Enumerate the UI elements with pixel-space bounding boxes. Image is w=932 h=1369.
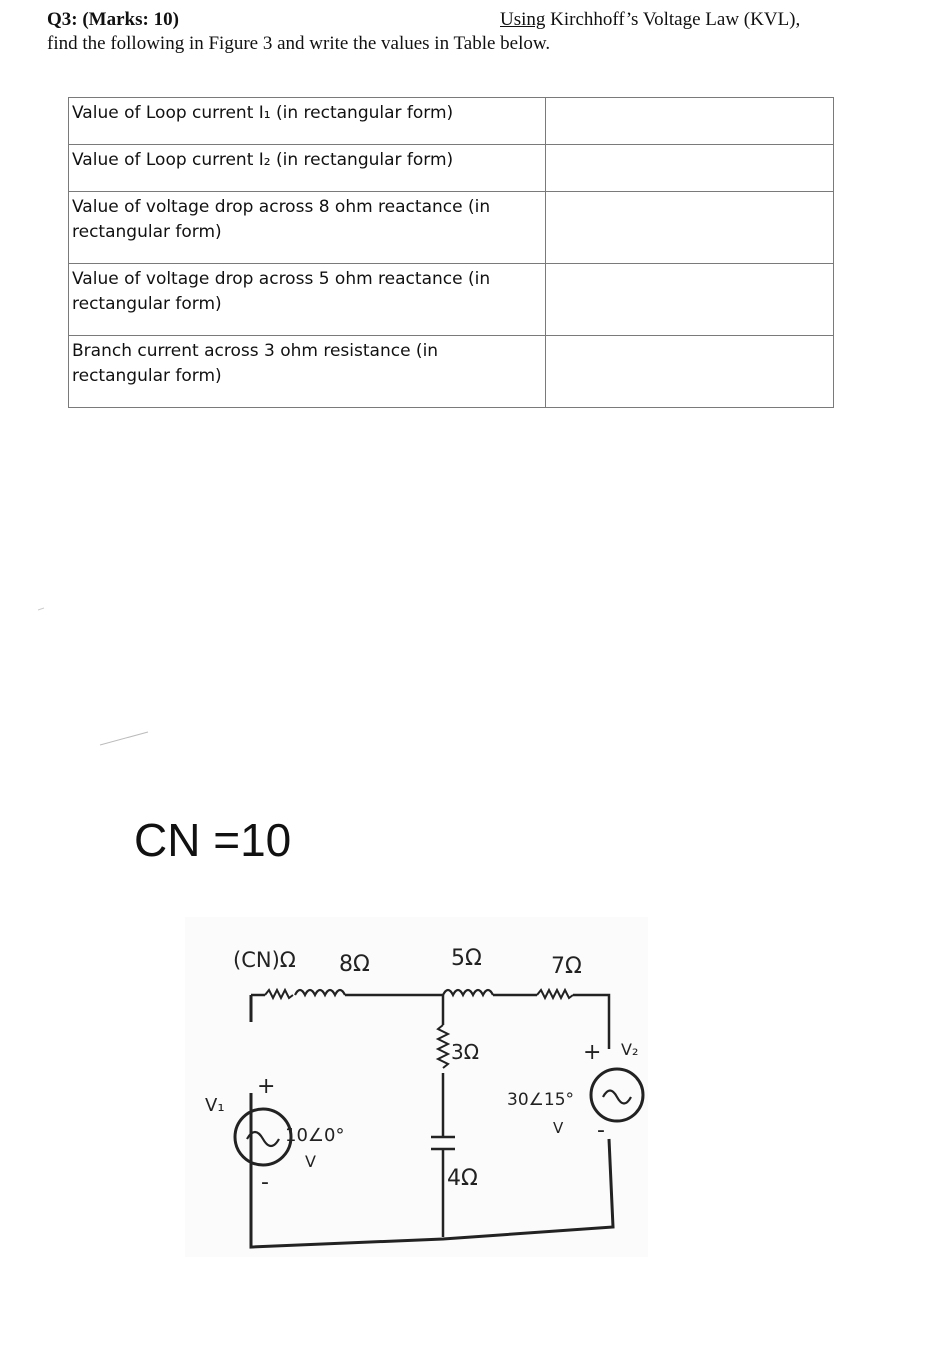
label-v1-value: 10∠0° — [285, 1125, 345, 1146]
label-v1-plus: + — [257, 1074, 276, 1099]
question-number: Q3: (Marks: 10) — [47, 9, 179, 30]
label-cn-resistor: (CN)Ω — [233, 948, 296, 972]
label-v1-unit: V — [305, 1152, 316, 1171]
label-4-ohm: 4Ω — [447, 1166, 478, 1191]
label-8-ohm: 8Ω — [339, 952, 370, 977]
label-v2-unit: V — [553, 1119, 564, 1137]
label-v1-name: V₁ — [205, 1095, 225, 1116]
row-label — [69, 98, 546, 145]
row-label-text: rectangular form) — [72, 366, 222, 386]
question-heading — [47, 9, 179, 31]
using-word: Using — [500, 9, 546, 30]
label-v1-minus: - — [261, 1170, 269, 1195]
resistor-cn — [265, 990, 293, 998]
row-label-text: Value of voltage drop across 5 ohm reactance (in — [72, 269, 491, 289]
inductor-5 — [443, 990, 493, 995]
answer-cell[interactable] — [546, 336, 834, 408]
circuit-figure — [185, 917, 648, 1257]
row-label-text: Value of Loop current I₂ (in rectangular form) — [72, 150, 454, 170]
table-row — [69, 336, 834, 408]
resistor-3 — [438, 1025, 448, 1068]
instruction-line: find the following in Figure 3 and write the values in Table below. — [47, 33, 551, 54]
answer-table — [68, 97, 834, 408]
answer-cell[interactable] — [546, 145, 834, 192]
kvl-instruction — [500, 9, 800, 31]
table-row — [69, 98, 834, 145]
label-5-ohm: 5Ω — [451, 946, 482, 971]
table-row — [69, 192, 834, 264]
inductor-8 — [295, 990, 345, 995]
row-label-text: Value of voltage drop across 8 ohm reactance (in — [72, 197, 491, 217]
row-label-text: Value of Loop current I₁ (in rectangular form) — [72, 103, 454, 123]
answer-cell[interactable] — [546, 264, 834, 336]
label-7-ohm: 7Ω — [551, 954, 582, 979]
label-v2-value: 30∠15° — [507, 1090, 575, 1110]
row-label-text: rectangular form) — [72, 294, 222, 314]
table-row — [69, 264, 834, 336]
row-label — [69, 264, 546, 336]
label-v2-minus: - — [597, 1118, 605, 1143]
row-label-text: Branch current across 3 ohm resistance (in — [72, 341, 439, 361]
label-v2-name: V₂ — [621, 1040, 639, 1059]
table-row — [69, 145, 834, 192]
resistor-7 — [537, 990, 573, 998]
row-label-text: rectangular form) — [72, 222, 222, 242]
row-label — [69, 145, 546, 192]
answer-cell[interactable] — [546, 192, 834, 264]
label-v2-plus: + — [583, 1040, 602, 1065]
label-3-ohm: 3Ω — [451, 1040, 480, 1064]
row-label — [69, 192, 546, 264]
ac-symbol-v2 — [603, 1091, 631, 1104]
kvl-text: Kirchhoff’s Voltage Law (KVL), — [545, 9, 801, 30]
row-label — [69, 336, 546, 408]
cn-value: CN =10 — [134, 814, 292, 866]
answer-cell[interactable] — [546, 98, 834, 145]
